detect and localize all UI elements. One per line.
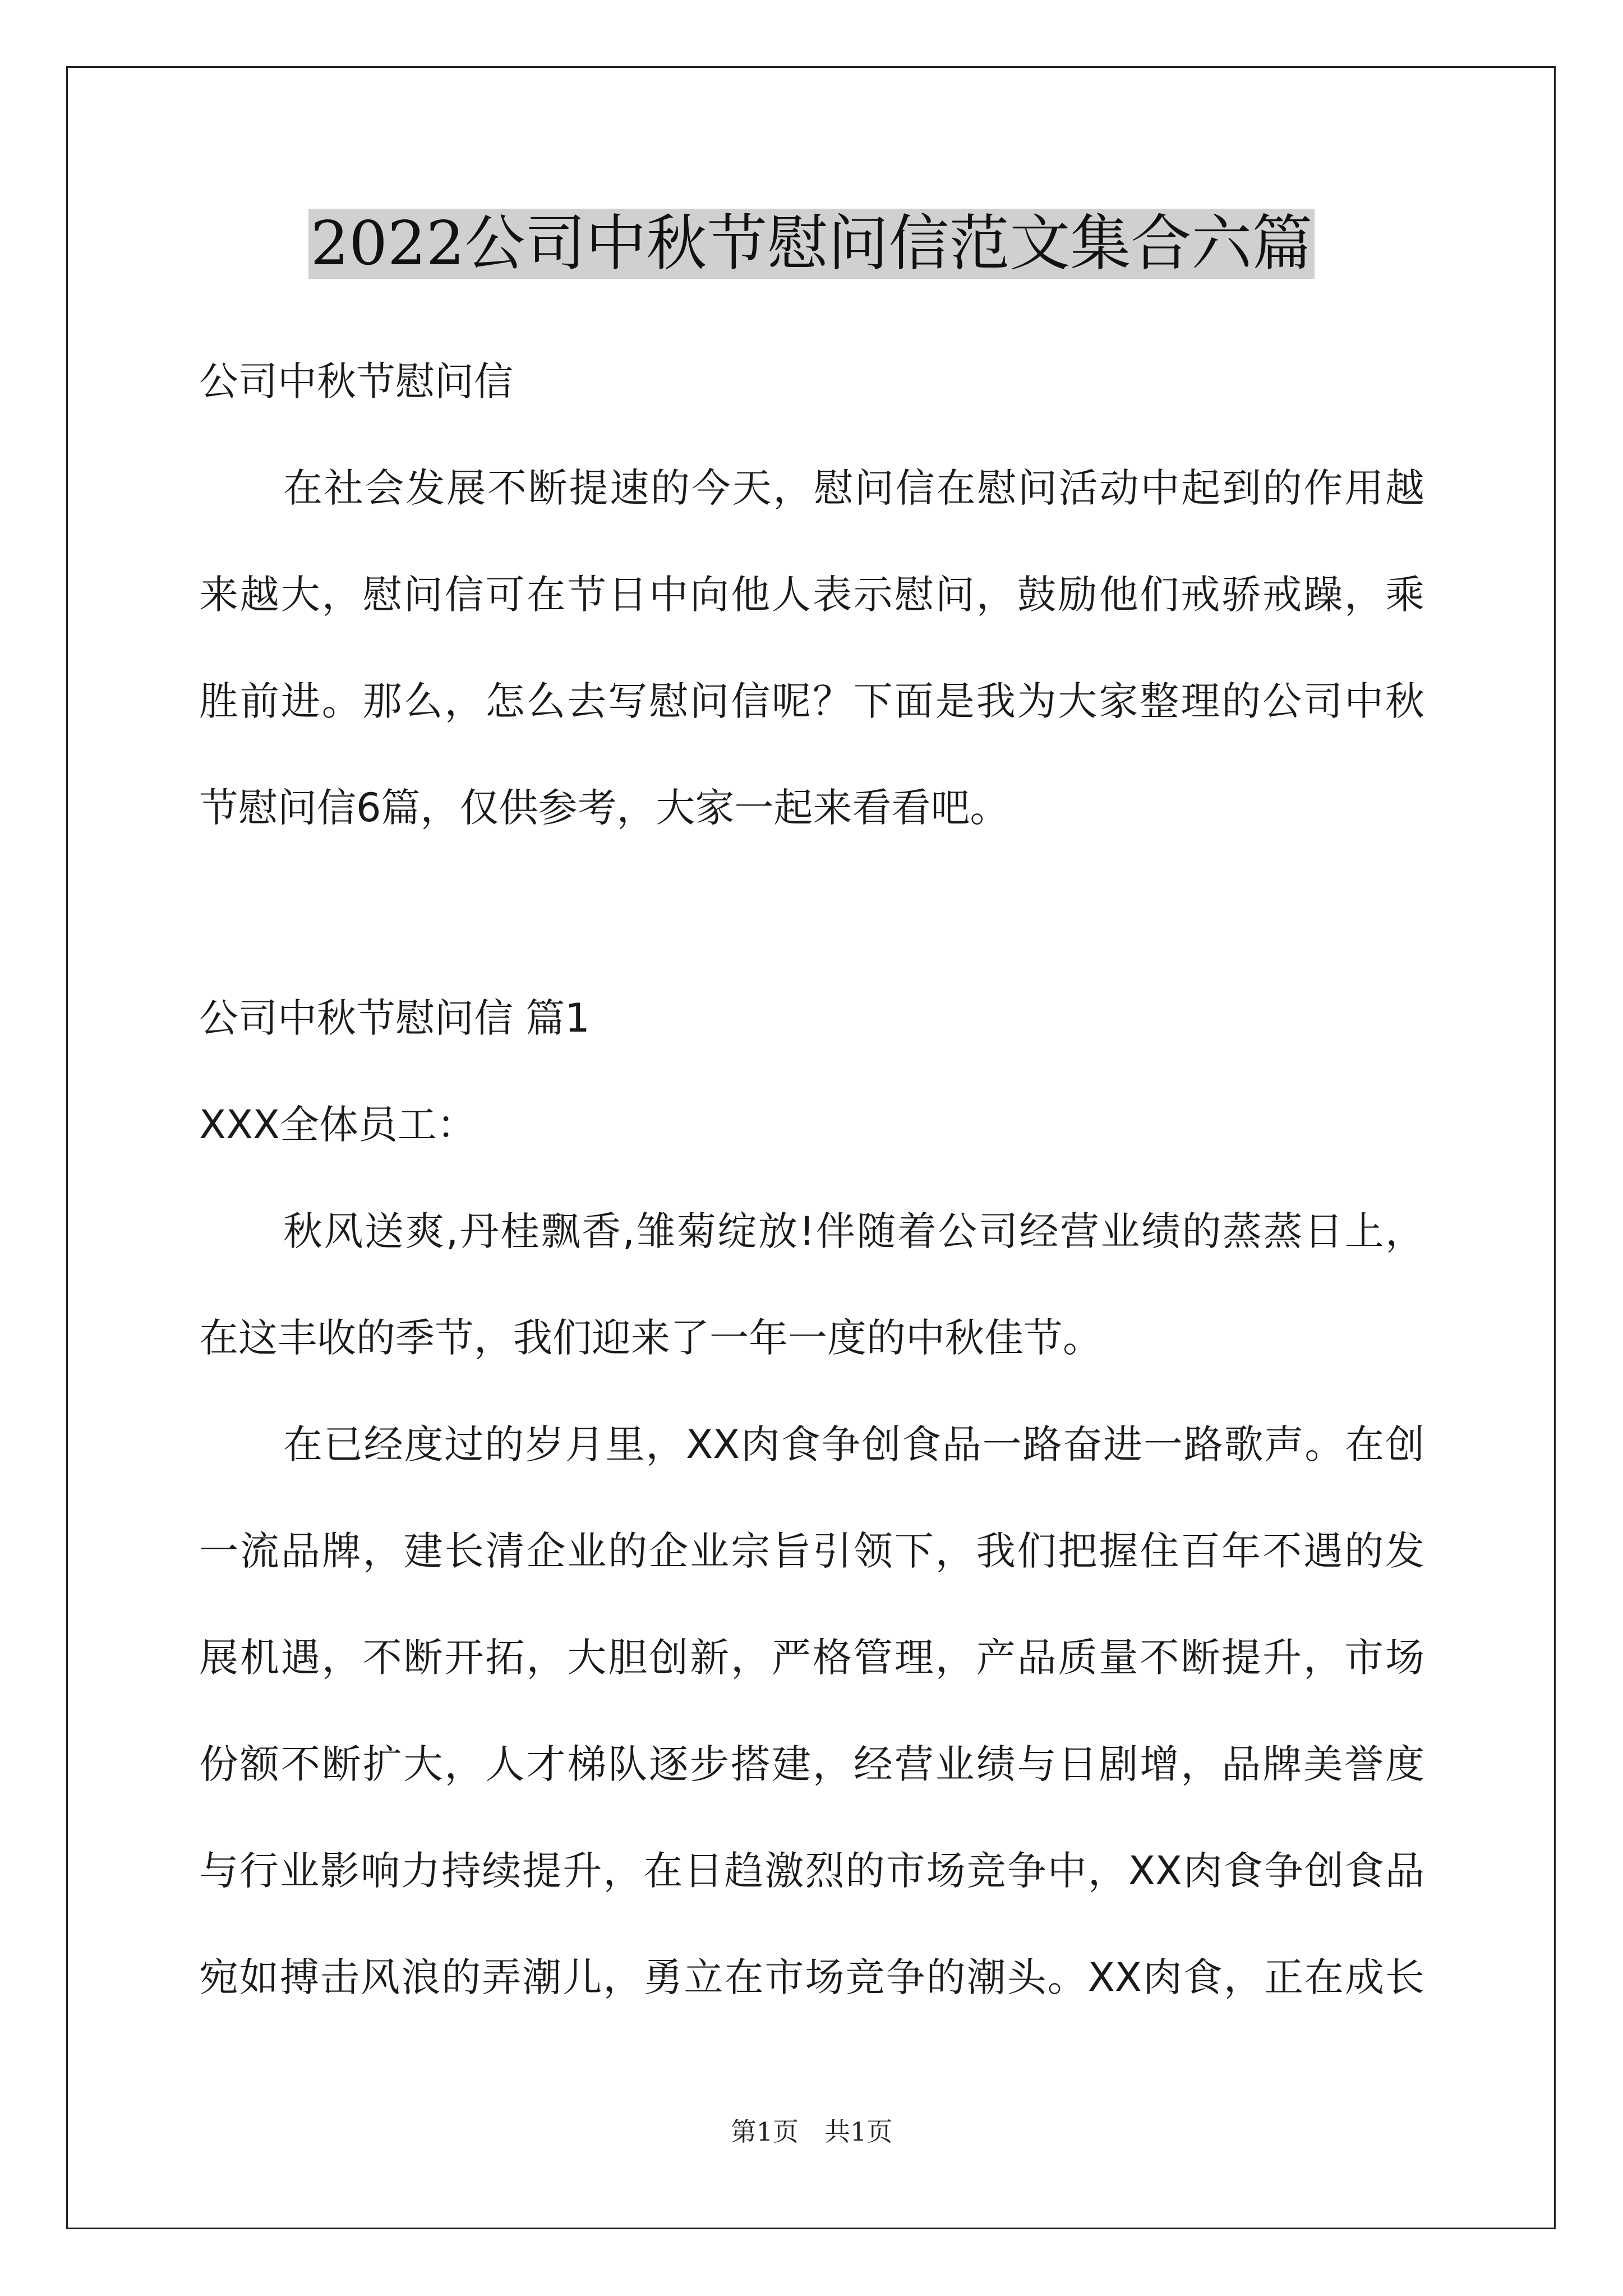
paragraph-line: 秋风送爽,丹桂飘香,雏菊绽放!伴随着公司经营业绩的蒸蒸日上， — [283, 1208, 1424, 1254]
paragraph-line: 宛如搏击风浪的弄潮儿，勇立在市场竞争的潮头。XX肉食，正在成长 — [199, 1954, 1424, 2000]
document-title-text: 2022公司中秋节慰问信范文集合六篇 — [308, 209, 1315, 279]
document-title — [0, 202, 1623, 286]
paragraph-line: 展机遇，不断开拓，大胆创新，严格管理，产品质量不断提升，市场 — [199, 1635, 1424, 1681]
paragraph-line: 与行业影响力持续提升，在日趋激烈的市场竞争中，XX肉食争创食品 — [199, 1848, 1425, 1894]
intro-line: 来越大，慰问信可在节日中向他人表示慰问，鼓励他们戒骄戒躁，乘 — [199, 572, 1424, 618]
salutation: XXX全体员工： — [199, 1102, 476, 1148]
paragraph-line: 在这丰收的季节，我们迎来了一年一度的中秋佳节。 — [199, 1315, 1102, 1361]
intro-line: 胜前进。那么，怎么去写慰问信呢？下面是我为大家整理的公司中秋 — [199, 678, 1424, 724]
intro-line: 在社会发展不断提速的今天，慰问信在慰问活动中起到的作用越 — [283, 465, 1424, 511]
section-heading: 公司中秋节慰问信 篇1 — [199, 995, 590, 1041]
paragraph-line: 在已经度过的岁月里，XX肉食争创食品一路奋进一路歌声。在创 — [283, 1421, 1424, 1467]
letter-heading: 公司中秋节慰问信 — [199, 358, 513, 404]
paragraph-line: 一流品牌，建长清企业的企业宗旨引领下，我们把握住百年不遇的发 — [199, 1528, 1424, 1574]
intro-line: 节慰问信6篇，仅供参考，大家一起来看看吧。 — [199, 785, 1009, 831]
paragraph-line: 份额不断扩大，人才梯队逐步搭建，经营业绩与日剧增，品牌美誉度 — [199, 1741, 1424, 1787]
page-number-footer: 第1页 共1页 — [730, 2116, 893, 2147]
